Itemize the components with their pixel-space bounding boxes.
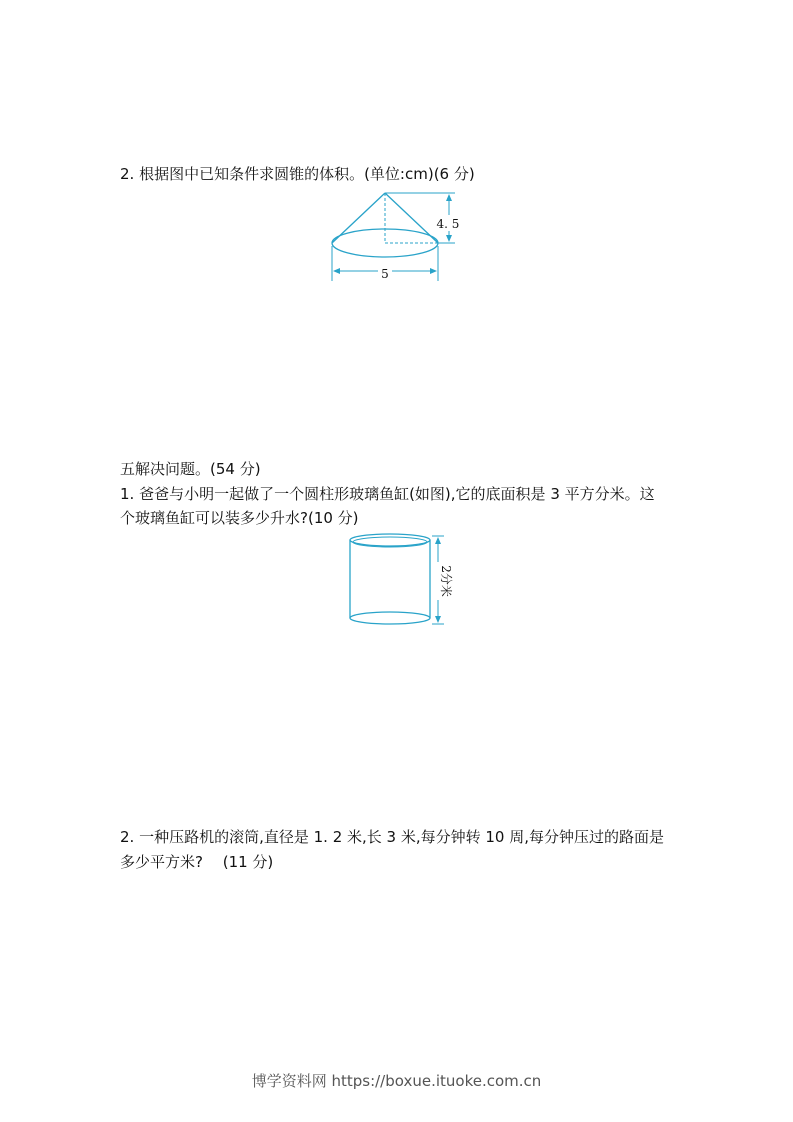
height-arrow-down (446, 235, 452, 242)
cylinder-top-rim-outer (350, 534, 430, 546)
cylinder-figure (340, 530, 455, 634)
height-label: 4. 5 (436, 217, 460, 231)
question-fish-tank-line2: 个玻璃鱼缸可以装多少升水?(10 分) (120, 509, 359, 527)
cone-figure (325, 190, 470, 289)
question-roller-line2: 多少平方米? (11 分) (120, 853, 274, 871)
diameter-arrow-left (333, 268, 340, 274)
section-five-heading: 五解决问题。(54 分) (120, 460, 261, 478)
cylinder-diagram (340, 530, 455, 630)
cyl-height-label: 2分米 (439, 565, 453, 597)
cyl-height-arrow-down (435, 616, 441, 623)
height-arrow-up (446, 194, 452, 201)
question-cone-volume: 2. 根据图中已知条件求圆锥的体积。(单位:cm)(6 分) (120, 165, 475, 183)
cyl-height-arrow-up (435, 537, 441, 544)
footer-watermark: 博学资料网 https://boxue.ituoke.com.cn (251, 1072, 542, 1090)
cylinder-bottom (350, 612, 430, 624)
cone-diagram (325, 190, 470, 285)
question-roller-line1: 2. 一种压路机的滚筒,直径是 1. 2 米,长 3 米,每分钟转 10 周,每分钟压过的路面是 (120, 828, 665, 846)
diameter-label: 5 (381, 267, 389, 281)
question-fish-tank-line1: 1. 爸爸与小明一起做了一个圆柱形玻璃鱼缸(如图),它的底面积是 3 平方分米。这 (120, 485, 655, 503)
diameter-arrow-right (430, 268, 437, 274)
